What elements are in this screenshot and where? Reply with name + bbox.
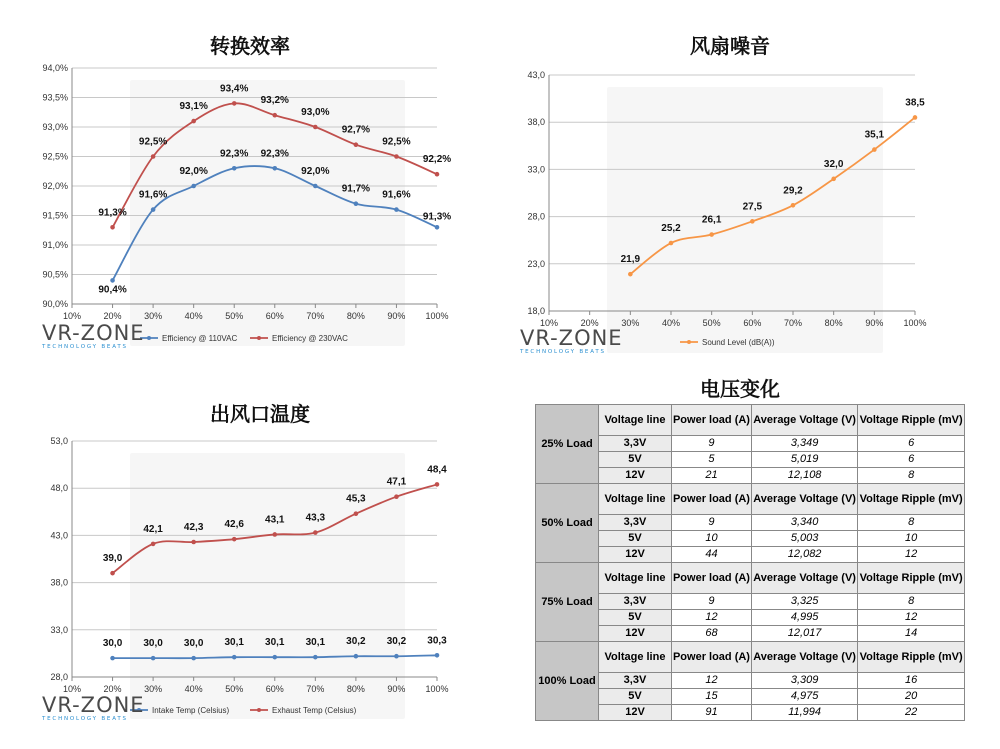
vrzone-logo: VR-ZONE TECHNOLOGY BEATS [42, 693, 145, 722]
data-label: 29,2 [783, 185, 803, 197]
vrzone-logo: VR-ZONE TECHNOLOGY BEATS [42, 321, 145, 350]
average-voltage-cell: 3,349 [751, 436, 857, 452]
data-label: 47,1 [386, 476, 407, 488]
y-tick-label: 90,0% [42, 299, 68, 309]
data-label: 91,3% [422, 211, 452, 223]
data-point [110, 571, 115, 576]
average-voltage-cell: 3,340 [751, 515, 857, 531]
vrzone-logo: VR-ZONE TECHNOLOGY BEATS [520, 326, 623, 355]
power-load-cell: 68 [672, 626, 752, 642]
voltage-line-cell: 12V [599, 626, 672, 642]
voltage-line-cell: 5V [599, 689, 672, 705]
voltage-ripple-cell: 6 [858, 436, 965, 452]
column-header: Voltage line [599, 642, 672, 673]
voltage-table [535, 404, 965, 721]
data-label: 30,2 [346, 636, 366, 648]
temp-chart-svg [0, 0, 460, 749]
legend-label: Efficiency @ 230VAC [272, 334, 348, 343]
data-point [191, 656, 196, 661]
y-tick-label: 38,0 [527, 117, 545, 128]
average-voltage-cell: 3,309 [751, 673, 857, 689]
column-header: Power load (A) [672, 642, 752, 673]
data-label: 92,3% [260, 148, 289, 160]
y-tick-label: 90,5% [42, 269, 68, 280]
column-header: Power load (A) [672, 405, 752, 436]
table-row [536, 452, 965, 468]
efficiency-chart-title: 转换效率 [210, 34, 290, 58]
x-tick-label: 80% [346, 311, 365, 321]
data-label: 30,0 [143, 638, 163, 650]
data-label: 92,0% [301, 166, 330, 177]
data-point [791, 203, 796, 208]
column-header: Voltage line [599, 405, 672, 436]
column-header: Voltage Ripple (mV) [858, 642, 965, 673]
data-label: 30,1 [305, 637, 326, 649]
data-label: 48,4 [427, 464, 447, 476]
data-label: 30,1 [265, 637, 285, 649]
data-label: 30,1 [224, 637, 244, 649]
y-tick-label: 53,0 [50, 436, 68, 446]
y-tick-label: 48,0 [50, 483, 68, 494]
legend-label: Efficiency @ 110VAC [162, 334, 238, 343]
y-tick-label: 91,0% [42, 240, 68, 250]
average-voltage-cell: 4,975 [751, 689, 857, 705]
data-point [669, 241, 674, 246]
data-point [272, 532, 277, 537]
y-tick-label: 91,5% [42, 210, 68, 221]
data-point [151, 656, 156, 661]
average-voltage-cell: 4,995 [751, 610, 857, 626]
data-label: 43,1 [265, 514, 285, 526]
data-label: 30,0 [102, 638, 123, 650]
data-point [435, 653, 440, 658]
voltage-line-cell: 3,3V [599, 436, 672, 452]
data-label: 30,0 [183, 638, 204, 650]
legend-marker [687, 340, 691, 344]
legend-marker [257, 708, 261, 712]
data-point [313, 530, 318, 535]
x-tick-label: 60% [743, 318, 762, 328]
load-group-label: 50% Load [536, 484, 599, 563]
data-point [191, 540, 196, 545]
voltage-line-cell: 5V [599, 610, 672, 626]
power-load-cell: 44 [672, 547, 752, 563]
voltage-line-cell: 3,3V [599, 515, 672, 531]
data-point [313, 655, 318, 660]
voltage-table-title: 电压变化 [700, 377, 780, 401]
data-label: 92,2% [422, 154, 452, 166]
y-tick-label: 92,0% [42, 181, 68, 191]
average-voltage-cell: 12,017 [751, 626, 857, 642]
x-tick-label: 60% [265, 311, 284, 321]
x-tick-label: 60% [265, 684, 284, 694]
x-tick-label: 40% [184, 311, 203, 321]
power-load-cell: 91 [672, 705, 752, 721]
x-tick-label: 40% [184, 684, 203, 694]
power-load-cell: 12 [672, 673, 752, 689]
voltage-ripple-cell: 6 [858, 452, 965, 468]
average-voltage-cell: 12,108 [751, 468, 857, 484]
y-tick-label: 92,5% [42, 151, 68, 162]
data-label: 42,1 [143, 523, 163, 535]
data-label: 91,3% [98, 207, 127, 219]
voltage-ripple-cell: 20 [858, 689, 965, 705]
data-point [913, 115, 918, 120]
data-label: 92,7% [341, 124, 371, 136]
voltage-ripple-cell: 8 [858, 594, 965, 610]
table-header-row [536, 563, 965, 594]
y-tick-label: 93,5% [42, 92, 68, 103]
data-label: 42,3 [183, 522, 204, 534]
data-label: 30,3 [427, 635, 447, 647]
data-label: 91,6% [138, 189, 168, 201]
x-tick-label: 30% [621, 318, 640, 328]
voltage-line-cell: 12V [599, 705, 672, 721]
x-tick-label: 100% [425, 311, 449, 321]
x-tick-label: 10% [539, 318, 559, 328]
x-tick-label: 30% [144, 311, 163, 321]
legend-label: Intake Temp (Celsius) [152, 706, 230, 715]
data-point [232, 655, 237, 660]
data-point [110, 656, 115, 661]
x-tick-label: 20% [580, 318, 599, 328]
power-load-cell: 12 [672, 610, 752, 626]
column-header: Voltage line [599, 484, 672, 515]
data-point [394, 494, 399, 499]
voltage-ripple-cell: 16 [858, 673, 965, 689]
data-label: 42,6 [224, 519, 244, 531]
data-point [709, 232, 714, 237]
power-load-cell: 21 [672, 468, 752, 484]
average-voltage-cell: 3,325 [751, 594, 857, 610]
average-voltage-cell: 12,082 [751, 547, 857, 563]
y-tick-label: 33,0 [527, 164, 545, 175]
average-voltage-cell: 11,994 [751, 705, 857, 721]
y-tick-label: 38,0 [50, 577, 68, 588]
column-header: Average Voltage (V) [751, 642, 857, 673]
x-tick-label: 70% [306, 684, 325, 694]
x-tick-label: 70% [783, 318, 803, 328]
voltage-line-cell: 3,3V [599, 594, 672, 610]
x-tick-label: 80% [824, 318, 843, 328]
data-label: 93,1% [179, 101, 208, 113]
power-load-cell: 15 [672, 689, 752, 705]
column-header: Power load (A) [672, 484, 752, 515]
data-label: 91,6% [382, 189, 411, 201]
y-tick-label: 23,0 [527, 258, 545, 269]
column-header: Voltage Ripple (mV) [858, 563, 965, 594]
data-point [354, 511, 359, 516]
data-label: 92,5% [382, 136, 411, 148]
x-tick-label: 90% [865, 318, 884, 328]
psu-photo-background [607, 87, 883, 353]
voltage-line-cell: 5V [599, 531, 672, 547]
data-label: 92,5% [138, 136, 168, 148]
data-point [872, 147, 877, 152]
y-tick-label: 43,0 [527, 70, 545, 80]
data-label: 43,3 [305, 512, 326, 524]
data-point [272, 655, 277, 660]
voltage-ripple-cell: 10 [858, 531, 965, 547]
data-label: 45,3 [346, 493, 366, 505]
y-tick-label: 93,0% [42, 122, 68, 132]
data-label: 30,2 [386, 636, 407, 648]
column-header: Voltage Ripple (mV) [858, 405, 965, 436]
data-point [831, 177, 836, 182]
data-point [435, 482, 440, 487]
load-group-label: 75% Load [536, 563, 599, 642]
table-row [536, 610, 965, 626]
power-load-cell: 9 [672, 515, 752, 531]
column-header: Voltage line [599, 563, 672, 594]
table-row [536, 594, 965, 610]
power-load-cell: 9 [672, 594, 752, 610]
x-tick-label: 30% [144, 684, 163, 694]
table-row [536, 705, 965, 721]
x-tick-label: 50% [225, 684, 244, 694]
x-tick-label: 90% [387, 311, 406, 321]
average-voltage-cell: 5,003 [751, 531, 857, 547]
data-label: 26,1 [701, 214, 722, 226]
column-header: Average Voltage (V) [751, 405, 857, 436]
power-load-cell: 10 [672, 531, 752, 547]
table-row [536, 547, 965, 563]
voltage-line-cell: 12V [599, 468, 672, 484]
x-tick-label: 50% [702, 318, 721, 328]
data-point [394, 654, 399, 659]
voltage-ripple-cell: 12 [858, 547, 965, 563]
voltage-ripple-cell: 8 [858, 515, 965, 531]
data-label: 21,9 [620, 254, 641, 266]
legend-label: Sound Level (dB(A)) [702, 338, 775, 347]
voltage-line-cell: 12V [599, 547, 672, 563]
data-label: 93,4% [220, 83, 249, 95]
column-header: Voltage Ripple (mV) [858, 484, 965, 515]
voltage-ripple-cell: 8 [858, 468, 965, 484]
data-label: 92,3% [220, 148, 249, 160]
table-row [536, 436, 965, 452]
table-row [536, 531, 965, 547]
x-tick-label: 100% [425, 684, 449, 694]
x-tick-label: 20% [103, 684, 122, 694]
column-header: Average Voltage (V) [751, 484, 857, 515]
voltage-line-cell: 3,3V [599, 673, 672, 689]
x-tick-label: 20% [103, 311, 122, 321]
average-voltage-cell: 5,019 [751, 452, 857, 468]
data-point [628, 272, 633, 277]
data-label: 93,0% [301, 107, 330, 118]
data-label: 35,1 [864, 129, 885, 141]
load-group-label: 25% Load [536, 405, 599, 484]
table-row [536, 515, 965, 531]
x-tick-label: 90% [387, 684, 406, 694]
data-label: 32,0 [823, 158, 844, 170]
data-label: 92,0% [179, 166, 208, 177]
voltage-line-cell: 5V [599, 452, 672, 468]
data-label: 27,5 [742, 201, 763, 213]
temp-chart-title: 出风口温度 [210, 402, 310, 426]
data-label: 93,2% [260, 95, 289, 107]
load-group-label: 100% Load [536, 642, 599, 721]
power-load-cell: 9 [672, 436, 752, 452]
table-header-row [536, 484, 965, 515]
y-tick-label: 94,0% [42, 63, 68, 73]
x-tick-label: 10% [62, 311, 82, 321]
table-row [536, 468, 965, 484]
data-point [750, 219, 755, 224]
table-header-row [536, 405, 965, 436]
y-tick-label: 28,0 [527, 211, 545, 222]
x-tick-label: 80% [346, 684, 365, 694]
table-row [536, 626, 965, 642]
voltage-ripple-cell: 12 [858, 610, 965, 626]
data-label: 38,5 [905, 97, 925, 109]
data-point [151, 542, 156, 547]
x-tick-label: 100% [903, 318, 927, 328]
table-row [536, 673, 965, 689]
x-tick-label: 70% [306, 311, 325, 321]
column-header: Average Voltage (V) [751, 563, 857, 594]
x-tick-label: 10% [62, 684, 82, 694]
data-label: 91,7% [341, 183, 371, 195]
y-tick-label: 28,0 [50, 672, 68, 682]
data-label: 90,4% [98, 284, 127, 296]
power-load-cell: 5 [672, 452, 752, 468]
y-tick-label: 33,0 [50, 624, 68, 635]
data-label: 39,0 [102, 553, 123, 565]
voltage-ripple-cell: 14 [858, 626, 965, 642]
table-row [536, 689, 965, 705]
noise-chart-title: 风扇噪音 [690, 34, 770, 58]
y-tick-label: 18,0 [527, 306, 545, 316]
voltage-ripple-cell: 22 [858, 705, 965, 721]
x-tick-label: 40% [661, 318, 681, 328]
table-header-row [536, 642, 965, 673]
y-tick-label: 43,0 [50, 530, 68, 541]
data-label: 25,2 [661, 223, 681, 235]
x-tick-label: 50% [225, 311, 244, 321]
data-point [354, 654, 359, 659]
data-point [232, 537, 237, 542]
column-header: Power load (A) [672, 563, 752, 594]
legend-label: Exhaust Temp (Celsius) [272, 706, 357, 715]
